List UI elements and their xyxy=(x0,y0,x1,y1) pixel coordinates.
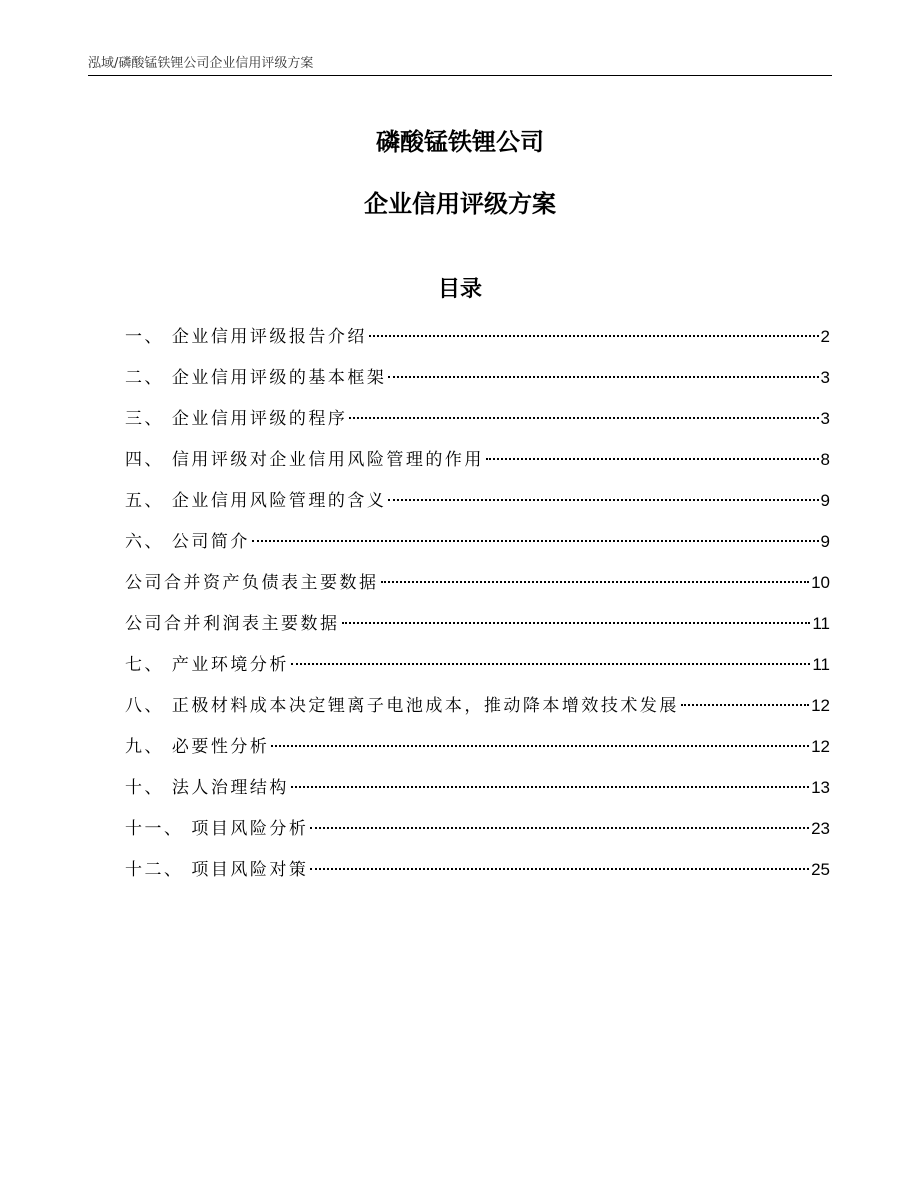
toc-entry-page: 12 xyxy=(811,696,830,715)
toc-entry-label: 十、 法人治理结构 xyxy=(125,778,289,798)
toc-entry[interactable] xyxy=(125,449,830,490)
toc-entry-label: 二、 企业信用评级的基本框架 xyxy=(125,368,387,388)
toc-entry-label: 公司合并资产负债表主要数据 xyxy=(125,573,379,593)
document-title-subject: 企业信用评级方案 xyxy=(364,190,556,218)
toc-entry-page: 23 xyxy=(811,819,830,838)
toc-dot-leader xyxy=(271,745,809,747)
toc-entry[interactable] xyxy=(125,859,830,900)
toc-entry-label: 八、 正极材料成本决定锂离子电池成本，推动降本增效技术发展 xyxy=(125,696,679,716)
toc-entry-page: 9 xyxy=(820,532,830,551)
toc-entry-label: 四、 信用评级对企业信用风险管理的作用 xyxy=(125,450,484,470)
toc-dot-leader xyxy=(291,786,809,788)
toc-dot-leader xyxy=(291,663,810,665)
toc-entry-label: 三、 企业信用评级的程序 xyxy=(125,409,348,429)
toc-entry-page: 13 xyxy=(811,778,830,797)
table-of-contents xyxy=(125,326,830,900)
toc-dot-leader xyxy=(369,335,819,337)
toc-heading: 目录 xyxy=(437,277,482,302)
toc-entry-page: 3 xyxy=(820,368,830,387)
toc-dot-leader xyxy=(388,376,818,378)
toc-entry-page: 9 xyxy=(820,491,830,510)
toc-entry-page: 25 xyxy=(811,860,830,879)
toc-entry-page: 8 xyxy=(820,450,830,469)
toc-dot-leader xyxy=(310,827,809,829)
toc-dot-leader xyxy=(486,458,819,460)
toc-dot-leader xyxy=(388,499,818,501)
toc-entry[interactable] xyxy=(125,572,830,613)
toc-entry[interactable] xyxy=(125,777,830,818)
toc-entry-label: 九、 必要性分析 xyxy=(125,737,270,757)
toc-entry-page: 12 xyxy=(811,737,830,756)
toc-entry-page: 11 xyxy=(812,655,830,674)
toc-entry[interactable] xyxy=(125,654,830,695)
toc-entry[interactable] xyxy=(125,736,830,777)
toc-entry-label: 六、 公司简介 xyxy=(125,532,250,552)
toc-dot-leader xyxy=(681,704,809,706)
toc-dot-leader xyxy=(349,417,818,419)
toc-entry[interactable] xyxy=(125,367,830,408)
toc-dot-leader xyxy=(342,622,811,624)
toc-dot-leader xyxy=(310,868,809,870)
toc-entry-label: 十二、 项目风险对策 xyxy=(125,860,309,880)
toc-entry[interactable] xyxy=(125,531,830,572)
toc-entry-label: 十一、 项目风险分析 xyxy=(125,819,309,839)
toc-entry-page: 2 xyxy=(820,327,830,346)
toc-entry-page: 11 xyxy=(812,614,830,633)
toc-entry-label: 七、 产业环境分析 xyxy=(125,655,289,675)
toc-entry[interactable] xyxy=(125,613,830,654)
toc-entry-page: 3 xyxy=(820,409,830,428)
toc-entry[interactable] xyxy=(125,490,830,531)
header-divider xyxy=(88,75,832,76)
toc-entry-label: 一、 企业信用评级报告介绍 xyxy=(125,327,367,347)
toc-entry-label: 五、 企业信用风险管理的含义 xyxy=(125,491,387,511)
running-header: 泓域/磷酸锰铁锂公司企业信用评级方案 xyxy=(88,56,314,71)
toc-entry-page: 10 xyxy=(811,573,830,592)
toc-entry[interactable] xyxy=(125,695,830,736)
toc-entry[interactable] xyxy=(125,326,830,367)
toc-dot-leader xyxy=(252,540,819,542)
toc-dot-leader xyxy=(381,581,810,583)
toc-entry[interactable] xyxy=(125,408,830,449)
document-title-company: 磷酸锰铁锂公司 xyxy=(376,128,544,156)
toc-entry[interactable] xyxy=(125,818,830,859)
toc-entry-label: 公司合并利润表主要数据 xyxy=(125,614,340,634)
